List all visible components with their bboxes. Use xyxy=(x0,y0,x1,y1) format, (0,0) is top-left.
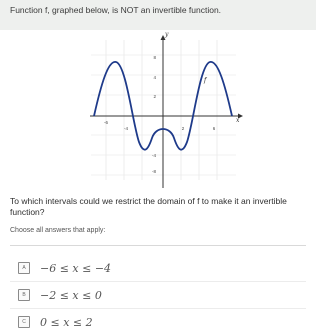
checkbox-b[interactable]: B xyxy=(18,289,30,301)
divider xyxy=(10,245,306,246)
curve-label: f xyxy=(204,77,207,84)
function-graph xyxy=(86,30,246,190)
choice-a[interactable] xyxy=(10,257,306,279)
choice-b[interactable] xyxy=(10,284,306,306)
choice-c-label: 0 ≤ x ≤ 2 xyxy=(40,315,93,329)
choice-separator xyxy=(10,308,306,309)
x-tick-label: -4 xyxy=(123,126,129,131)
choice-c[interactable] xyxy=(10,311,306,333)
question-text: Function f, graphed below, is NOT an invertible function. xyxy=(10,5,222,15)
x-tick-label: 6 xyxy=(212,126,216,131)
x-axis-label: x xyxy=(236,117,240,124)
choice-a-label: −6 ≤ x ≤ −4 xyxy=(40,261,112,275)
x-tick-label: 2 xyxy=(181,126,185,131)
y-axis-label: y xyxy=(165,31,169,38)
y-tick-label: 8 xyxy=(153,55,156,60)
y-tick-label: 2 xyxy=(153,94,156,99)
checkbox-c[interactable]: C xyxy=(18,316,30,328)
choice-b-label: −2 ≤ x ≤ 0 xyxy=(40,288,102,302)
question-prompt: To which intervals could we restrict the domain of f to make it an invertible function? xyxy=(10,196,287,217)
choice-separator xyxy=(10,281,306,282)
y-tick-label: 4 xyxy=(153,75,156,80)
y-tick-label: -4 xyxy=(151,153,156,158)
checkbox-a[interactable]: A xyxy=(18,262,30,274)
x-tick-label: -6 xyxy=(103,120,109,125)
answer-instructions: Choose all answers that apply: xyxy=(10,227,106,234)
y-tick-label: -8 xyxy=(151,169,156,174)
